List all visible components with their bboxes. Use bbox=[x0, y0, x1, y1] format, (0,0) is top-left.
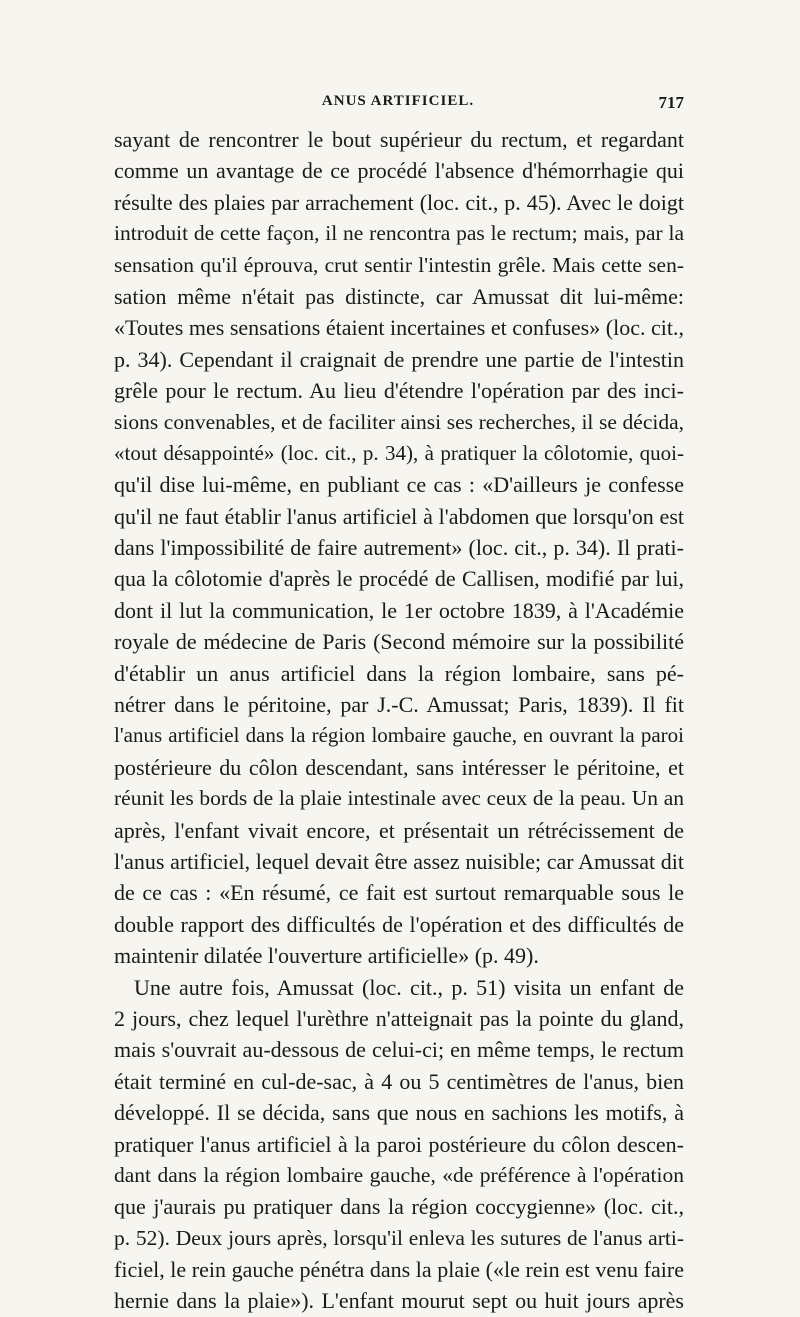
page-header bbox=[112, 93, 684, 117]
text-line: hernie dans la plaie»). L'enfant mourut sept ou huit jours après bbox=[114, 1288, 684, 1314]
text-line: «Toutes mes sensations étaient incertaines et confuses» (loc. cit., bbox=[114, 315, 684, 341]
text-line: p. 34). Cependant il craignait de prendre une partie de l'intestin bbox=[114, 346, 684, 372]
text-line: de ce cas : «En résumé, ce fait est surtout remarquable sous le bbox=[114, 880, 684, 906]
text-line: résulte des plaies par arrachement (loc. cit., p. 45). Avec le doigt bbox=[114, 189, 684, 215]
text-line: sions convenables, et de faciliter ainsi ses recherches, il se décida, bbox=[114, 409, 684, 434]
text-line: grêle pour le rectum. Au lieu d'étendre l'opération par des inci- bbox=[114, 378, 684, 404]
text-line: 2 jours, chez lequel l'urèthre n'atteignait pas la pointe du gland, bbox=[114, 1005, 684, 1031]
text-line: sensation qu'il éprouva, crut sentir l'intestin grêle. Mais cette sen- bbox=[114, 252, 684, 277]
text-line: introduit de cette façon, il ne rencontra pas le rectum; mais, par la bbox=[114, 221, 684, 246]
text-line: postérieure du côlon descendant, sans intéresser le péritoine, et bbox=[114, 754, 684, 780]
text-line: qu'il ne faut établir l'anus artificiel à l'abdomen que lorsqu'on est bbox=[114, 503, 684, 529]
text-line: développé. Il se décida, sans que nous en sachions les motifs, à bbox=[114, 1100, 684, 1126]
text-line: qua la côlotomie d'après le procédé de Callisen, modifié par lui, bbox=[114, 566, 684, 592]
text-line: d'établir un anus artificiel dans la région lombaire, sans pé- bbox=[114, 660, 684, 686]
text-line: réunit les bords de la plaie intestinale avec ceux de la peau. Un an bbox=[114, 786, 684, 811]
text-line: Une autre fois, Amussat (loc. cit., p. 51) visita un enfant de bbox=[134, 974, 684, 1000]
text-line: «tout désappointé» (loc. cit., p. 34), à pratiquer la côlotomie, quoi- bbox=[114, 440, 684, 465]
text-line: l'anus artificiel, lequel devait être assez nuisible; car Amussat dit bbox=[114, 848, 684, 874]
text-line: nétrer dans le péritoine, par J.-C. Amussat; Paris, 1839). Il fit bbox=[114, 692, 684, 718]
page-number: 717 bbox=[658, 93, 684, 112]
text-line: royale de médecine de Paris (Second mémoire sur la possibilité bbox=[114, 629, 684, 655]
text-line: maintenir dilatée l'ouverture artificielle» (p. 49). bbox=[114, 943, 539, 969]
text-line: ficiel, le rein gauche pénétra dans la plaie («le rein est venu faire bbox=[114, 1257, 684, 1283]
text-line: qu'il dise lui-même, en publiant ce cas : «D'ailleurs je confesse bbox=[114, 472, 684, 498]
text-line: l'anus artificiel dans la région lombaire gauche, en ouvrant la paroi bbox=[114, 723, 684, 748]
body-text bbox=[114, 124, 684, 1317]
paragraph-2 bbox=[114, 972, 684, 1317]
text-line: après, l'enfant vivait encore, et présentait un rétrécissement de bbox=[114, 817, 684, 843]
text-line: était terminé en cul-de-sac, à 4 ou 5 centimètres de l'anus, bien bbox=[114, 1068, 684, 1094]
text-line: sayant de rencontrer le bout supérieur du rectum, et regardant bbox=[114, 127, 684, 152]
text-line: pratiquer l'anus artificiel à la paroi postérieure du côlon descen- bbox=[114, 1131, 684, 1157]
text-line: mais s'ouvrait au-dessous de celui-ci; en même temps, le rectum bbox=[114, 1037, 684, 1063]
text-line: dont il lut la communication, le 1er octobre 1839, à l'Académie bbox=[114, 597, 684, 623]
running-head: ANUS ARTIFICIEL. bbox=[321, 93, 475, 109]
text-line: dans l'impossibilité de faire autrement» (loc. cit., p. 34). Il prati- bbox=[114, 535, 684, 561]
paragraph-1 bbox=[114, 124, 684, 972]
text-line: comme un avantage de ce procédé l'absence d'hémorrhagie qui bbox=[114, 158, 684, 184]
text-line: double rapport des difficultés de l'opération et des difficultés de bbox=[114, 911, 684, 937]
text-line: sation même n'était pas distincte, car Amussat dit lui-même: bbox=[114, 283, 684, 309]
text-line: p. 52). Deux jours après, lorsqu'il enleva les sutures de l'anus arti- bbox=[114, 1225, 684, 1250]
text-line: dant dans la région lombaire gauche, «de préférence à l'opération bbox=[114, 1162, 684, 1187]
text-line: que j'aurais pu pratiquer dans la région coccygienne» (loc. cit., bbox=[114, 1194, 684, 1220]
